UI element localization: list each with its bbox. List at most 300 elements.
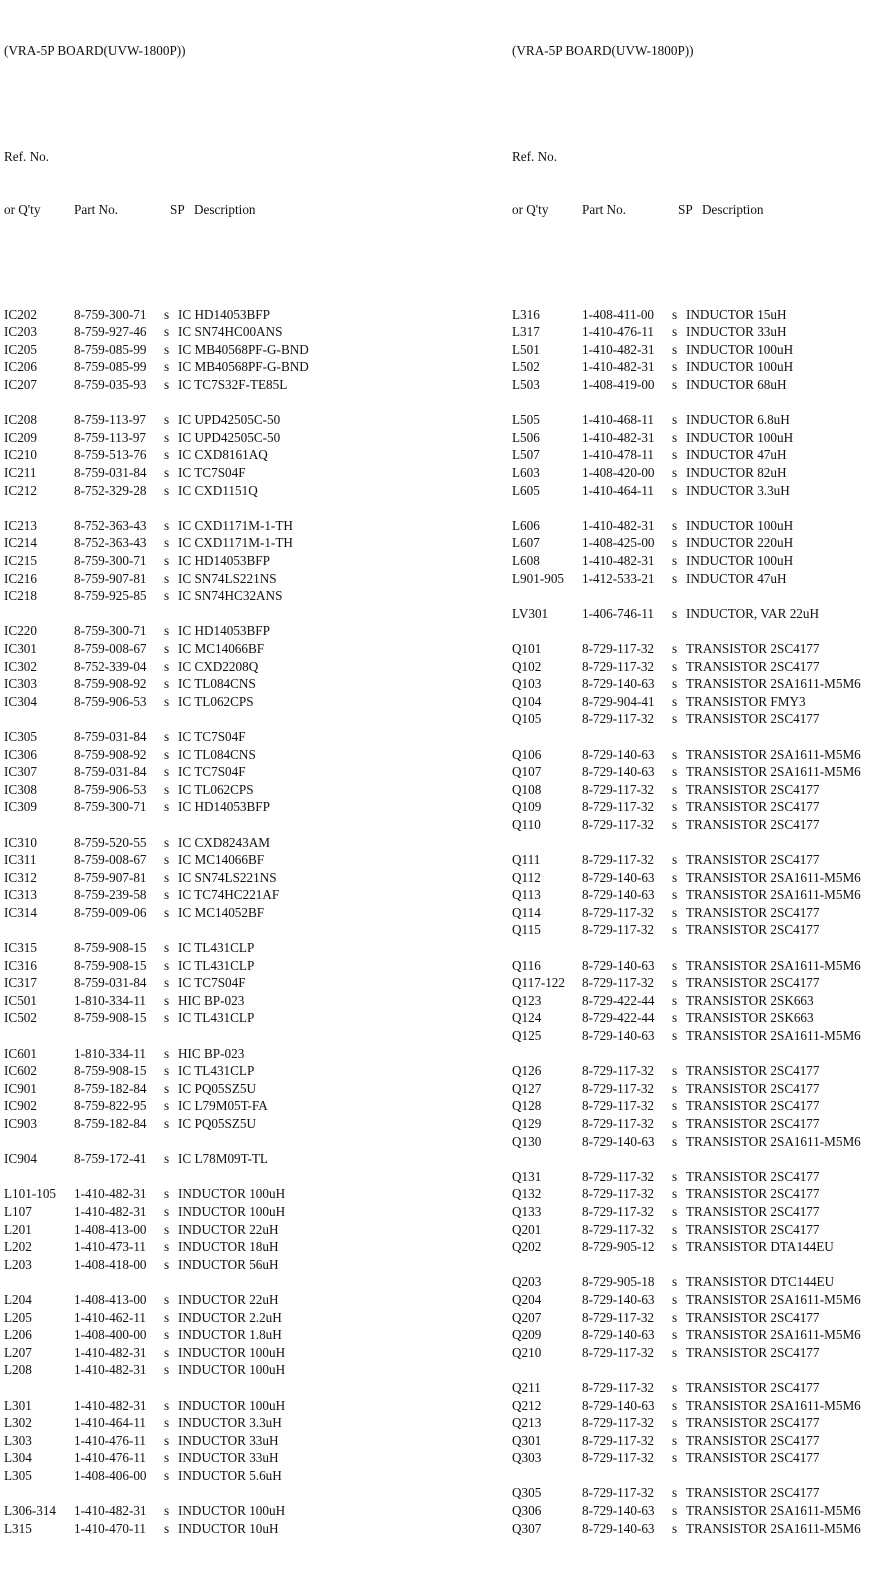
description: TRANSISTOR 2SC4177 bbox=[686, 816, 820, 832]
description: TRANSISTOR 2SC4177 bbox=[686, 640, 820, 656]
ref-no: IC210 bbox=[4, 447, 37, 463]
description: INDUCTOR 100uH bbox=[178, 1362, 286, 1378]
sp-flag: s bbox=[164, 1256, 170, 1272]
part-no: 8-729-117-32 bbox=[582, 781, 655, 797]
description: TRANSISTOR DTA144EU bbox=[686, 1239, 834, 1255]
sp-flag: s bbox=[164, 693, 170, 709]
parts-row bbox=[512, 570, 880, 588]
part-no: 8-729-117-32 bbox=[582, 1186, 655, 1202]
description: TRANSISTOR 2SA1611-M5M6 bbox=[686, 676, 861, 692]
parts-row bbox=[512, 1502, 880, 1520]
ref-no: L305 bbox=[4, 1467, 32, 1483]
parts-row bbox=[512, 957, 880, 975]
parts-row bbox=[4, 446, 440, 464]
parts-row bbox=[512, 411, 880, 429]
ref-no: IC317 bbox=[4, 975, 37, 991]
ref-no: L101-105 bbox=[4, 1186, 57, 1202]
description: TRANSISTOR 2SC4177 bbox=[686, 1450, 820, 1466]
part-no: 8-759-927-46 bbox=[74, 324, 147, 340]
sp-flag: s bbox=[164, 1221, 170, 1237]
header-gap bbox=[512, 95, 880, 113]
parts-row bbox=[512, 675, 880, 693]
ref-no: Q117-122 bbox=[512, 975, 565, 991]
parts-row bbox=[512, 1221, 880, 1239]
ref-no: Q113 bbox=[512, 887, 541, 903]
description: IC UPD42505C-50 bbox=[178, 429, 281, 445]
description: TRANSISTOR 2SC4177 bbox=[686, 799, 820, 815]
parts-row bbox=[512, 746, 880, 764]
parts-row bbox=[4, 1080, 440, 1098]
sp-flag: s bbox=[164, 1362, 170, 1378]
sp-flag: s bbox=[164, 1203, 170, 1219]
sp-flag: s bbox=[672, 1344, 678, 1360]
description: INDUCTOR, VAR 22uH bbox=[686, 605, 819, 621]
parts-row bbox=[4, 1309, 440, 1327]
parts-row bbox=[4, 1185, 440, 1203]
ref-no: L201 bbox=[4, 1221, 32, 1237]
parts-group bbox=[512, 640, 880, 728]
description: INDUCTOR 33uH bbox=[178, 1432, 279, 1448]
ref-no: Q110 bbox=[512, 816, 541, 832]
ref-no: Q102 bbox=[512, 658, 542, 674]
sp-flag: s bbox=[672, 306, 678, 322]
parts-row bbox=[4, 411, 440, 429]
ref-no: IC307 bbox=[4, 764, 37, 780]
part-no: 8-729-140-63 bbox=[582, 1503, 655, 1519]
description: INDUCTOR 220uH bbox=[686, 535, 794, 551]
parts-row bbox=[4, 1045, 440, 1063]
ref-no: Q306 bbox=[512, 1503, 542, 1519]
parts-group bbox=[4, 306, 440, 394]
sp-flag: s bbox=[672, 852, 678, 868]
description: IC CXD1171M-1-TH bbox=[178, 535, 293, 551]
part-no: 1-410-473-11 bbox=[74, 1239, 147, 1255]
sp-flag: s bbox=[164, 1344, 170, 1360]
description: TRANSISTOR 2SA1611-M5M6 bbox=[686, 746, 861, 762]
part-no: 8-759-085-99 bbox=[74, 359, 147, 375]
sp-flag: s bbox=[164, 728, 170, 744]
parts-group bbox=[4, 939, 440, 1027]
parts-row bbox=[512, 517, 880, 535]
part-no: 8-729-117-32 bbox=[582, 1415, 655, 1431]
part-no: 1-410-462-11 bbox=[74, 1309, 147, 1325]
part-no: 8-729-117-32 bbox=[582, 1063, 655, 1079]
part-no: 8-759-031-84 bbox=[74, 465, 147, 481]
part-no: 8-729-140-63 bbox=[582, 1028, 655, 1044]
description: TRANSISTOR 2SA1611-M5M6 bbox=[686, 764, 861, 780]
ref-no: Q211 bbox=[512, 1379, 541, 1395]
ref-no: IC216 bbox=[4, 570, 37, 586]
parts-row bbox=[4, 1115, 440, 1133]
description: INDUCTOR 100uH bbox=[178, 1203, 286, 1219]
part-no: 1-410-468-11 bbox=[582, 412, 655, 428]
description: TRANSISTOR 2SA1611-M5M6 bbox=[686, 1397, 861, 1413]
sp-flag: s bbox=[672, 359, 678, 375]
ref-no: L607 bbox=[512, 535, 540, 551]
ref-no: L202 bbox=[4, 1239, 32, 1255]
parts-group bbox=[4, 728, 440, 816]
parts-row bbox=[4, 834, 440, 852]
part-no: 8-729-117-32 bbox=[582, 1344, 655, 1360]
ref-no: L901-905 bbox=[512, 570, 565, 586]
description: TRANSISTOR 2SC4177 bbox=[686, 922, 820, 938]
sp-flag: s bbox=[672, 1203, 678, 1219]
part-no: 8-729-117-32 bbox=[582, 711, 655, 727]
parts-row bbox=[512, 904, 880, 922]
sp-flag: s bbox=[672, 1520, 678, 1536]
sp-flag: s bbox=[672, 658, 678, 674]
ref-no: Q307 bbox=[512, 1520, 542, 1536]
sp-flag: s bbox=[672, 1485, 678, 1501]
description: INDUCTOR 47uH bbox=[686, 570, 787, 586]
sp-flag: s bbox=[672, 676, 678, 692]
ref-no: IC215 bbox=[4, 553, 37, 568]
sp-flag: s bbox=[672, 465, 678, 481]
sp-flag: s bbox=[164, 869, 170, 885]
part-no: 8-759-031-84 bbox=[74, 975, 147, 991]
ref-no: IC904 bbox=[4, 1151, 37, 1167]
ref-no: L315 bbox=[4, 1520, 32, 1536]
ref-no: Q107 bbox=[512, 764, 542, 780]
part-no: 8-729-140-63 bbox=[582, 1327, 655, 1343]
description: TRANSISTOR DTC144EU bbox=[686, 1274, 835, 1290]
parts-row bbox=[4, 1449, 440, 1467]
sp-flag: s bbox=[672, 429, 678, 445]
sp-flag: s bbox=[164, 852, 170, 868]
column-header-sp: SP bbox=[170, 201, 185, 217]
parts-row bbox=[4, 1326, 440, 1344]
description: INDUCTOR 100uH bbox=[686, 359, 794, 375]
part-no: 8-729-422-44 bbox=[582, 992, 655, 1008]
parts-row bbox=[512, 886, 880, 904]
sp-flag: s bbox=[164, 553, 170, 568]
parts-row bbox=[512, 1432, 880, 1450]
parts-group bbox=[512, 746, 880, 834]
description: IC HD14053BFP bbox=[178, 306, 270, 322]
description: IC HD14053BFP bbox=[178, 553, 270, 568]
parts-row bbox=[512, 1309, 880, 1327]
ref-no: IC602 bbox=[4, 1063, 37, 1079]
sp-flag: s bbox=[164, 306, 170, 322]
ref-no: Q204 bbox=[512, 1291, 542, 1307]
parts-row bbox=[4, 658, 440, 676]
ref-no: Q213 bbox=[512, 1415, 542, 1431]
parts-row bbox=[4, 1150, 440, 1168]
parts-group bbox=[4, 1185, 440, 1273]
parts-row bbox=[512, 1273, 880, 1291]
sp-flag: s bbox=[672, 816, 678, 832]
parts-row bbox=[4, 1203, 440, 1221]
parts-row bbox=[512, 376, 880, 394]
parts-row bbox=[4, 1221, 440, 1239]
part-no: 8-729-140-63 bbox=[582, 869, 655, 885]
parts-row bbox=[512, 1185, 880, 1203]
part-no: 8-729-117-32 bbox=[582, 1168, 655, 1184]
ref-no: IC207 bbox=[4, 377, 37, 393]
part-no: 8-729-117-32 bbox=[582, 640, 655, 656]
parts-group bbox=[4, 1045, 440, 1133]
parts-row bbox=[4, 482, 440, 500]
parts-group bbox=[4, 622, 440, 710]
sp-flag: s bbox=[164, 957, 170, 973]
parts-group bbox=[512, 1484, 880, 1537]
ref-no: IC311 bbox=[4, 852, 37, 868]
parts-row bbox=[512, 851, 880, 869]
sp-flag: s bbox=[672, 1028, 678, 1044]
sp-flag: s bbox=[164, 1309, 170, 1325]
sp-flag: s bbox=[672, 1186, 678, 1202]
parts-row bbox=[512, 1379, 880, 1397]
parts-row bbox=[512, 306, 880, 324]
part-no: 1-408-419-00 bbox=[582, 377, 655, 393]
parts-row bbox=[4, 534, 440, 552]
parts-row bbox=[512, 446, 880, 464]
ref-no: Q207 bbox=[512, 1309, 542, 1325]
description: IC MC14066BF bbox=[178, 640, 265, 656]
parts-row bbox=[4, 570, 440, 588]
description: INDUCTOR 100uH bbox=[686, 341, 794, 357]
part-no: 1-406-746-11 bbox=[582, 605, 655, 621]
description: INDUCTOR 100uH bbox=[178, 1344, 286, 1360]
description: IC TL431CLP bbox=[178, 940, 255, 956]
ref-no: IC206 bbox=[4, 359, 37, 375]
sp-flag: s bbox=[672, 1116, 678, 1131]
ref-no: Q203 bbox=[512, 1274, 542, 1290]
parts-row bbox=[512, 1449, 880, 1467]
ref-no: L502 bbox=[512, 359, 540, 375]
parts-row bbox=[4, 1009, 440, 1027]
sp-flag: s bbox=[164, 1151, 170, 1167]
sp-flag: s bbox=[672, 746, 678, 762]
parts-group bbox=[4, 1502, 440, 1537]
ref-no: L317 bbox=[512, 324, 540, 340]
sp-flag: s bbox=[672, 781, 678, 797]
part-no: 8-729-117-32 bbox=[582, 1080, 655, 1096]
ref-no: IC312 bbox=[4, 869, 37, 885]
ref-no: IC308 bbox=[4, 781, 37, 797]
ref-no: IC902 bbox=[4, 1098, 37, 1114]
sp-flag: s bbox=[672, 1098, 678, 1114]
part-no: 8-759-822-95 bbox=[74, 1098, 147, 1114]
sp-flag: s bbox=[164, 1239, 170, 1255]
parts-row bbox=[4, 1062, 440, 1080]
description: TRANSISTOR 2SA1611-M5M6 bbox=[686, 869, 861, 885]
part-no: 1-412-533-21 bbox=[582, 570, 655, 586]
part-no: 8-759-031-84 bbox=[74, 764, 147, 780]
part-no: 8-759-908-15 bbox=[74, 1063, 147, 1079]
sp-flag: s bbox=[164, 1080, 170, 1096]
ref-no: IC304 bbox=[4, 693, 37, 709]
part-no: 8-729-140-63 bbox=[582, 957, 655, 973]
parts-group bbox=[4, 517, 440, 605]
part-no: 1-410-470-11 bbox=[74, 1520, 147, 1536]
parts-row bbox=[512, 640, 880, 658]
ref-no: IC208 bbox=[4, 412, 37, 428]
sp-flag: s bbox=[672, 764, 678, 780]
sp-flag: s bbox=[672, 1010, 678, 1026]
parts-row bbox=[512, 1203, 880, 1221]
sp-flag: s bbox=[164, 570, 170, 586]
sp-flag: s bbox=[164, 746, 170, 762]
ref-no: L107 bbox=[4, 1203, 32, 1219]
description: IC TL084CNS bbox=[178, 746, 256, 762]
part-no: 8-729-117-32 bbox=[582, 799, 655, 815]
parts-row bbox=[512, 1062, 880, 1080]
sp-flag: s bbox=[164, 1291, 170, 1307]
parts-list-right-column bbox=[512, 7, 880, 1572]
ref-no: Q116 bbox=[512, 957, 541, 973]
description: IC SN74HC32ANS bbox=[178, 588, 283, 604]
parts-row bbox=[4, 358, 440, 376]
parts-row bbox=[4, 675, 440, 693]
sp-flag: s bbox=[164, 535, 170, 551]
description: IC L79M05T-FA bbox=[178, 1098, 268, 1114]
part-no: 8-759-009-06 bbox=[74, 904, 147, 920]
ref-no: Q105 bbox=[512, 711, 542, 727]
sp-flag: s bbox=[672, 447, 678, 463]
description: TRANSISTOR 2SC4177 bbox=[686, 1116, 820, 1131]
sp-flag: s bbox=[672, 1133, 678, 1149]
description: INDUCTOR 68uH bbox=[686, 377, 787, 393]
part-no: 1-410-482-31 bbox=[74, 1362, 147, 1378]
sp-flag: s bbox=[164, 1063, 170, 1079]
part-no: 8-729-117-32 bbox=[582, 1309, 655, 1325]
parts-row bbox=[4, 957, 440, 975]
description: TRANSISTOR 2SK663 bbox=[686, 992, 814, 1008]
ref-no: L605 bbox=[512, 482, 540, 498]
sp-flag: s bbox=[164, 781, 170, 797]
parts-row bbox=[4, 869, 440, 887]
description: INDUCTOR 22uH bbox=[178, 1291, 279, 1307]
part-no: 8-729-117-32 bbox=[582, 1432, 655, 1448]
part-no: 1-408-418-00 bbox=[74, 1256, 147, 1272]
parts-row bbox=[4, 1502, 440, 1520]
description: INDUCTOR 100uH bbox=[686, 517, 794, 533]
description: IC MC14066BF bbox=[178, 852, 265, 868]
parts-row bbox=[4, 939, 440, 957]
parts-row bbox=[512, 429, 880, 447]
part-no: 1-810-334-11 bbox=[74, 992, 147, 1008]
column-header-ref: Ref. No. bbox=[4, 148, 50, 164]
part-no: 8-759-113-97 bbox=[74, 412, 147, 428]
part-no: 8-759-031-84 bbox=[74, 728, 147, 744]
header-gap bbox=[512, 253, 880, 270]
sp-flag: s bbox=[672, 377, 678, 393]
parts-row bbox=[4, 1467, 440, 1485]
parts-row bbox=[512, 1133, 880, 1151]
part-no: 8-729-117-32 bbox=[582, 975, 655, 991]
column-header-row bbox=[4, 201, 440, 219]
part-no: 1-410-476-11 bbox=[74, 1432, 147, 1448]
parts-row bbox=[512, 323, 880, 341]
sp-flag: s bbox=[672, 1291, 678, 1307]
part-no: 8-729-905-12 bbox=[582, 1239, 655, 1255]
parts-row bbox=[512, 869, 880, 887]
description: IC HD14053BFP bbox=[178, 799, 270, 815]
description: IC CXD1171M-1-TH bbox=[178, 517, 293, 533]
description: TRANSISTOR 2SC4177 bbox=[686, 1221, 820, 1237]
part-no: 1-408-400-00 bbox=[74, 1327, 147, 1343]
part-no: 8-759-182-84 bbox=[74, 1080, 147, 1096]
part-no: 8-759-300-71 bbox=[74, 799, 147, 815]
ref-no: IC316 bbox=[4, 957, 37, 973]
part-no: 1-408-411-00 bbox=[582, 306, 655, 322]
part-no: 1-410-482-31 bbox=[74, 1203, 147, 1219]
ref-no: IC302 bbox=[4, 658, 37, 674]
parts-group bbox=[512, 1062, 880, 1150]
description: INDUCTOR 100uH bbox=[178, 1397, 286, 1413]
column-header-part-no: Part No. bbox=[74, 201, 118, 217]
parts-row bbox=[512, 781, 880, 799]
board-title: (VRA-5P BOARD(UVW-1800P)) bbox=[512, 43, 694, 59]
part-no: 8-759-182-84 bbox=[74, 1116, 147, 1131]
sp-flag: s bbox=[672, 412, 678, 428]
sp-flag: s bbox=[164, 447, 170, 463]
parts-row bbox=[4, 851, 440, 869]
parts-group bbox=[512, 957, 880, 1045]
parts-row bbox=[512, 816, 880, 834]
description: TRANSISTOR 2SA1611-M5M6 bbox=[686, 1503, 861, 1519]
description: TRANSISTOR 2SA1611-M5M6 bbox=[686, 957, 861, 973]
ref-no: L507 bbox=[512, 447, 540, 463]
parts-row bbox=[4, 1256, 440, 1274]
part-no: 8-759-300-71 bbox=[74, 553, 147, 568]
part-no: 8-759-908-15 bbox=[74, 1010, 147, 1026]
sp-flag: s bbox=[672, 1432, 678, 1448]
part-no: 8-729-140-63 bbox=[582, 1520, 655, 1536]
ref-no: IC220 bbox=[4, 623, 37, 639]
description: INDUCTOR 47uH bbox=[686, 447, 787, 463]
ref-no: IC218 bbox=[4, 588, 37, 604]
parts-row bbox=[512, 358, 880, 376]
sp-flag: s bbox=[672, 693, 678, 709]
sp-flag: s bbox=[164, 1045, 170, 1061]
ref-no: Q301 bbox=[512, 1432, 542, 1448]
description: INDUCTOR 18uH bbox=[178, 1239, 279, 1255]
sp-flag: s bbox=[672, 1327, 678, 1343]
sp-flag: s bbox=[164, 1116, 170, 1131]
part-no: 8-729-117-32 bbox=[582, 1379, 655, 1395]
ref-no: Q124 bbox=[512, 1010, 542, 1026]
sp-flag: s bbox=[672, 1239, 678, 1255]
description: IC TC7S04F bbox=[178, 465, 246, 481]
part-no: 8-752-363-43 bbox=[74, 517, 147, 533]
part-no: 1-408-420-00 bbox=[582, 465, 655, 481]
part-no: 8-729-905-18 bbox=[582, 1274, 655, 1290]
part-no: 8-759-035-93 bbox=[74, 377, 147, 393]
part-no: 8-752-329-28 bbox=[74, 482, 147, 498]
parts-group bbox=[4, 834, 440, 922]
ref-no: Q305 bbox=[512, 1485, 542, 1501]
ref-no: L503 bbox=[512, 377, 540, 393]
parts-row bbox=[4, 306, 440, 324]
ref-no: Q212 bbox=[512, 1397, 542, 1413]
parts-row bbox=[4, 904, 440, 922]
ref-no: Q109 bbox=[512, 799, 542, 815]
parts-row bbox=[512, 763, 880, 781]
ref-no: Q112 bbox=[512, 869, 541, 885]
parts-row bbox=[512, 1520, 880, 1538]
description: INDUCTOR 10uH bbox=[178, 1520, 279, 1536]
parts-row bbox=[512, 992, 880, 1010]
part-no: 8-752-363-43 bbox=[74, 535, 147, 551]
parts-row bbox=[4, 886, 440, 904]
sp-flag: s bbox=[164, 992, 170, 1008]
description: IC PQ05SZ5U bbox=[178, 1080, 257, 1096]
parts-group bbox=[4, 1291, 440, 1379]
part-no: 1-408-413-00 bbox=[74, 1291, 147, 1307]
sp-flag: s bbox=[672, 1415, 678, 1431]
